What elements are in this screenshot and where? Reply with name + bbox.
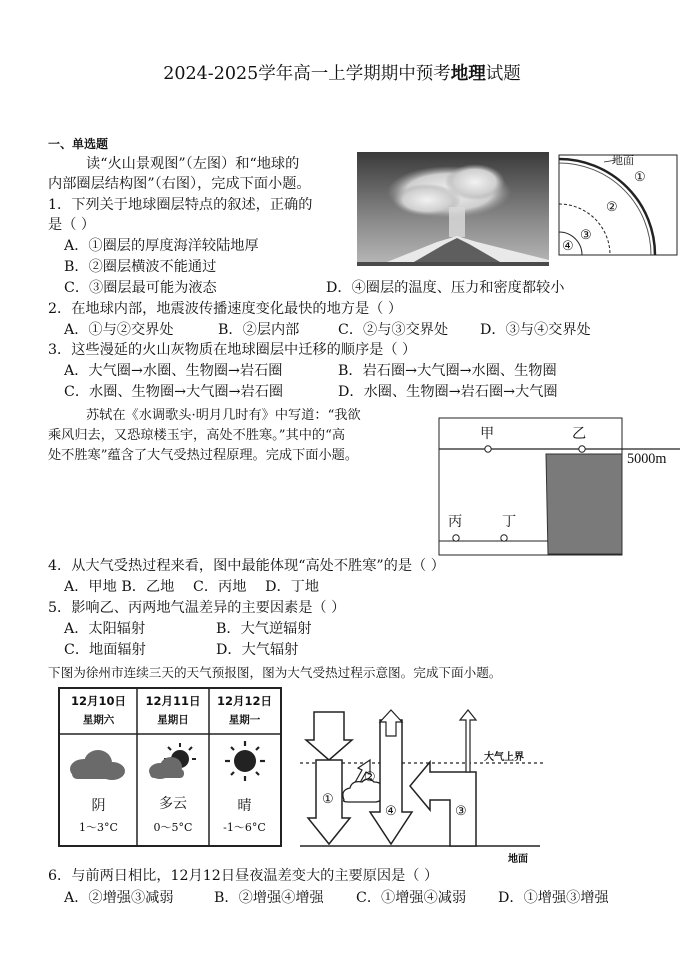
- q2-stem: 2．在地球内部，地震波传播速度变化最快的地方是（ ）: [48, 301, 403, 317]
- q6-option-c: C．①增强④减弱: [356, 890, 467, 906]
- q2-option-d: D．③与④交界处: [480, 322, 591, 338]
- q2-option-b: B．②层内部: [218, 322, 300, 338]
- forecast-day-3-temp: -1～6°C: [223, 821, 266, 834]
- q2-option-a: A．①与②交界处: [64, 322, 174, 338]
- volcano-photo: [357, 152, 549, 266]
- forecast-day-2-weekday: 星期日: [157, 714, 189, 726]
- q6-option-b: B．②增强④增强: [214, 890, 324, 906]
- q1-stem-1: 1．下列关于地球圈层特点的叙述，正确的: [48, 197, 313, 213]
- intro-text-2a: 苏轼在《水调歌头·明月几时有》中写道：“我欲: [86, 408, 361, 423]
- forecast-day-3-weekday: 星期一: [228, 714, 261, 726]
- ground-label: 地面: [508, 854, 528, 865]
- q6-option-a: A．②增强③减弱: [64, 890, 174, 906]
- forecast-day-2-date: 12月11日: [145, 694, 201, 708]
- forecast-day-3-date: 12月12日: [216, 694, 272, 708]
- q6-option-d: D．①增强③增强: [498, 890, 609, 906]
- q1-stem-2: 是（ ）: [48, 217, 96, 233]
- point-jia-label: 甲: [480, 426, 495, 442]
- q2-option-c: C．②与③交界处: [338, 322, 449, 338]
- forecast-day-2-weather: 多云: [159, 796, 187, 812]
- layer-3-label: ③: [580, 228, 592, 243]
- q3-option-a: A．大气圈→水圈、生物圈→岩石圈: [64, 363, 283, 379]
- weather-forecast-table: [58, 687, 282, 847]
- q1-option-b: B．②圈层横波不能通过: [64, 259, 217, 275]
- terrain-diagram: [438, 417, 680, 557]
- earth-structure-diagram: [556, 152, 680, 258]
- layer-1-label: ①: [634, 170, 646, 185]
- atmosphere-heating-diagram: [300, 700, 552, 866]
- partly-cloudy-icon: [149, 743, 196, 779]
- forecast-day-1-temp: 1～3°C: [79, 821, 118, 834]
- q5-option-b: B．大气逆辐射: [216, 621, 312, 637]
- point-ding-label: 丁: [502, 514, 517, 530]
- overcast-icon: [70, 750, 125, 780]
- intro-text-1a: 读“火山景观图”（左图）和“地球的: [86, 156, 300, 172]
- q5-option-c: C．地面辐射: [64, 642, 146, 658]
- q3-option-c: C．水圈、生物圈→大气圈→岩石圈: [64, 384, 284, 400]
- q3-option-d: D．水圈、生物圈→岩石圈→大气圈: [338, 384, 558, 400]
- layer-4-label: ④: [562, 239, 574, 254]
- atmosphere-top-label: 大气上界: [484, 752, 524, 763]
- q6-stem: 6．与前两日相比，12月12日昼夜温差变大的主要原因是（ ）: [48, 868, 439, 884]
- q3-stem: 3．这些漫延的火山灰物质在地球圈层中迁移的顺序是（ ）: [48, 342, 417, 358]
- q5-option-d: D．大气辐射: [216, 642, 299, 658]
- intro-text-3: 下图为徐州市连续三天的天气预报图，图为大气受热过程示意图。完成下面小题。: [48, 665, 502, 680]
- q5-option-a: A．太阳辐射: [64, 621, 146, 637]
- q4-stem: 4．从大气受热过程来看，图中最能体现“高处不胜寒”的是（ ）: [48, 558, 445, 574]
- q1-option-a: A．①圈层的厚度海洋较陆地厚: [64, 238, 259, 254]
- forecast-day-1-weekday: 星期六: [82, 714, 115, 726]
- point-yi-label: 乙: [572, 426, 587, 442]
- q1-option-d: D．④圈层的温度、压力和密度都较小: [326, 280, 565, 296]
- intro-text-2c: 处不胜寒”蕴含了大气受热过程原理。完成下面小题。: [48, 448, 359, 463]
- q4-options: A．甲地 B．乙地 C．丙地 D．丁地: [64, 579, 320, 595]
- forecast-day-1-weather: 阴: [91, 798, 106, 814]
- q1-option-c: C．③圈层最可能为液态: [64, 280, 217, 296]
- altitude-label: 5000m: [627, 451, 667, 467]
- layer-2-label: ②: [606, 200, 618, 215]
- arrow-3-label: ③: [455, 804, 467, 819]
- forecast-day-3-weather: 晴: [237, 798, 252, 814]
- sunny-icon: [225, 741, 265, 781]
- forecast-day-1-date: 12月10日: [70, 694, 126, 708]
- arrow-4-label: ④: [385, 804, 397, 819]
- arrow-2-label: ②: [364, 770, 376, 785]
- page-title: 2024-2025学年高一上学期期中预考地理试题: [163, 64, 521, 84]
- arrow-1-label: ①: [322, 792, 334, 807]
- forecast-day-2-temp: 0～5°C: [153, 821, 193, 834]
- q5-stem: 5．影响乙、丙两地气温差异的主要因素是（ ）: [48, 600, 346, 616]
- surface-label: 地面: [612, 154, 634, 167]
- point-bing-label: 丙: [448, 514, 463, 530]
- intro-text-2b: 乘风归去，又恐琼楼玉宇，高处不胜寒。”其中的“高: [48, 428, 346, 443]
- section-heading: 一、单选题: [48, 137, 109, 151]
- intro-text-1b: 内部圈层结构图”（右图），完成下面小题。: [48, 176, 311, 192]
- q3-option-b: B．岩石圈→大气圈→水圈、生物圈: [338, 363, 557, 379]
